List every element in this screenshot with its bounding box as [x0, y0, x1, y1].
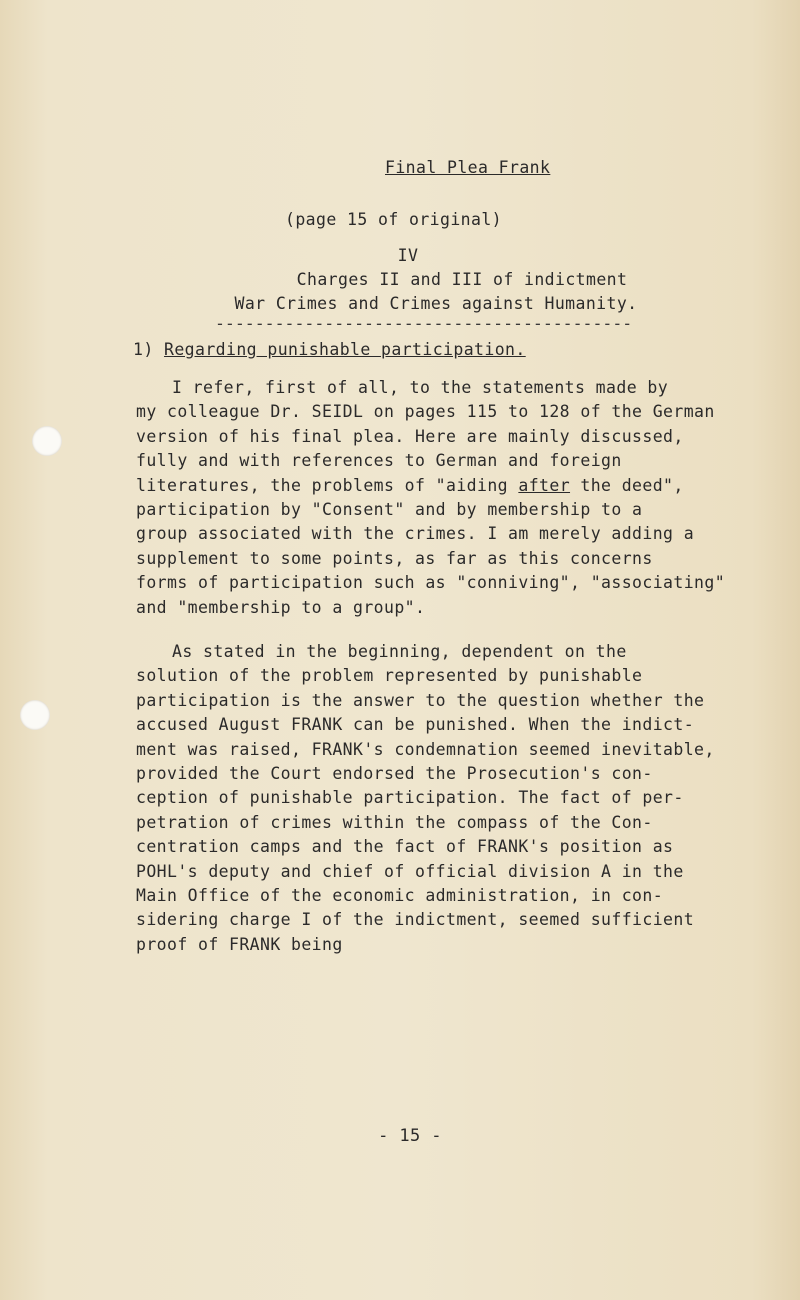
paragraph-2-line: ception of punishable participation. The fact of per-: [136, 788, 684, 808]
line-text: the deed",: [570, 475, 684, 495]
section-numeral: IV: [397, 246, 419, 265]
page-number: - 15 -: [378, 1126, 442, 1146]
paragraph-2-line: petration of crimes within the compass of the Con-: [136, 812, 653, 832]
page-reference: (page 15 of original): [285, 210, 503, 229]
paragraph-2-line: proof of FRANK being: [136, 934, 343, 954]
paragraph-2-line: Main Office of the economic administration, in con-: [136, 886, 664, 906]
section-heading-text: Regarding punishable participation.: [164, 340, 526, 359]
paragraph-1-line: I refer, first of all, to the statements made by: [172, 378, 669, 397]
paragraph-2-line: accused August FRANK can be punished. When the indict-: [136, 715, 695, 735]
paragraph-2: [136, 640, 736, 957]
paragraph-1-line: fully and with references to German and foreign: [136, 451, 622, 471]
punch-hole-top: [32, 426, 62, 456]
document-title: Final Plea Frank: [385, 158, 551, 177]
underlined-word: after: [518, 475, 571, 495]
paragraph-1-line: participation by "Consent" and by membership to a: [136, 500, 643, 520]
paragraph-1-line: supplement to some points, as far as this concerns: [136, 548, 653, 568]
dash-rule: ------------------------------------------: [215, 314, 633, 333]
section-heading: [133, 340, 526, 359]
paragraph-1-line: [136, 474, 736, 498]
paragraph-2-line: solution of the problem represented by punishable: [136, 666, 643, 686]
line-text: literatures, the problems of "aiding: [136, 475, 519, 495]
paragraph-1-line: forms of participation such as "conniving", "associating": [136, 573, 726, 593]
paragraph-1-line: and "membership to a group".: [136, 597, 426, 617]
punch-hole-bottom: [20, 700, 50, 730]
paragraph-2-line: centration camps and the fact of FRANK's position as: [136, 837, 674, 857]
paragraph-1: [136, 376, 736, 620]
paragraph-1-line: version of his final plea. Here are mainly discussed,: [136, 426, 684, 446]
paragraph-2-line: As stated in the beginning, dependent on the: [172, 642, 627, 661]
paragraph-2-line: provided the Court endorsed the Prosecution's con-: [136, 764, 653, 784]
crimes-line: War Crimes and Crimes against Humanity.: [234, 294, 638, 313]
charges-line: Charges II and III of indictment: [296, 270, 628, 289]
paragraph-2-line: participation is the answer to the question whether the: [136, 690, 705, 710]
paragraph-2-line: ment was raised, FRANK's condemnation seemed inevitable,: [136, 739, 715, 759]
paragraph-1-line: my colleague Dr. SEIDL on pages 115 to 128 of the German: [136, 402, 715, 422]
paragraph-2-line: sidering charge I of the indictment, seemed sufficient: [136, 910, 695, 930]
section-heading-number: 1): [133, 340, 154, 359]
paragraph-1-line: group associated with the crimes. I am merely adding a: [136, 524, 695, 544]
paragraph-2-line: POHL's deputy and chief of official division A in the: [136, 861, 684, 881]
